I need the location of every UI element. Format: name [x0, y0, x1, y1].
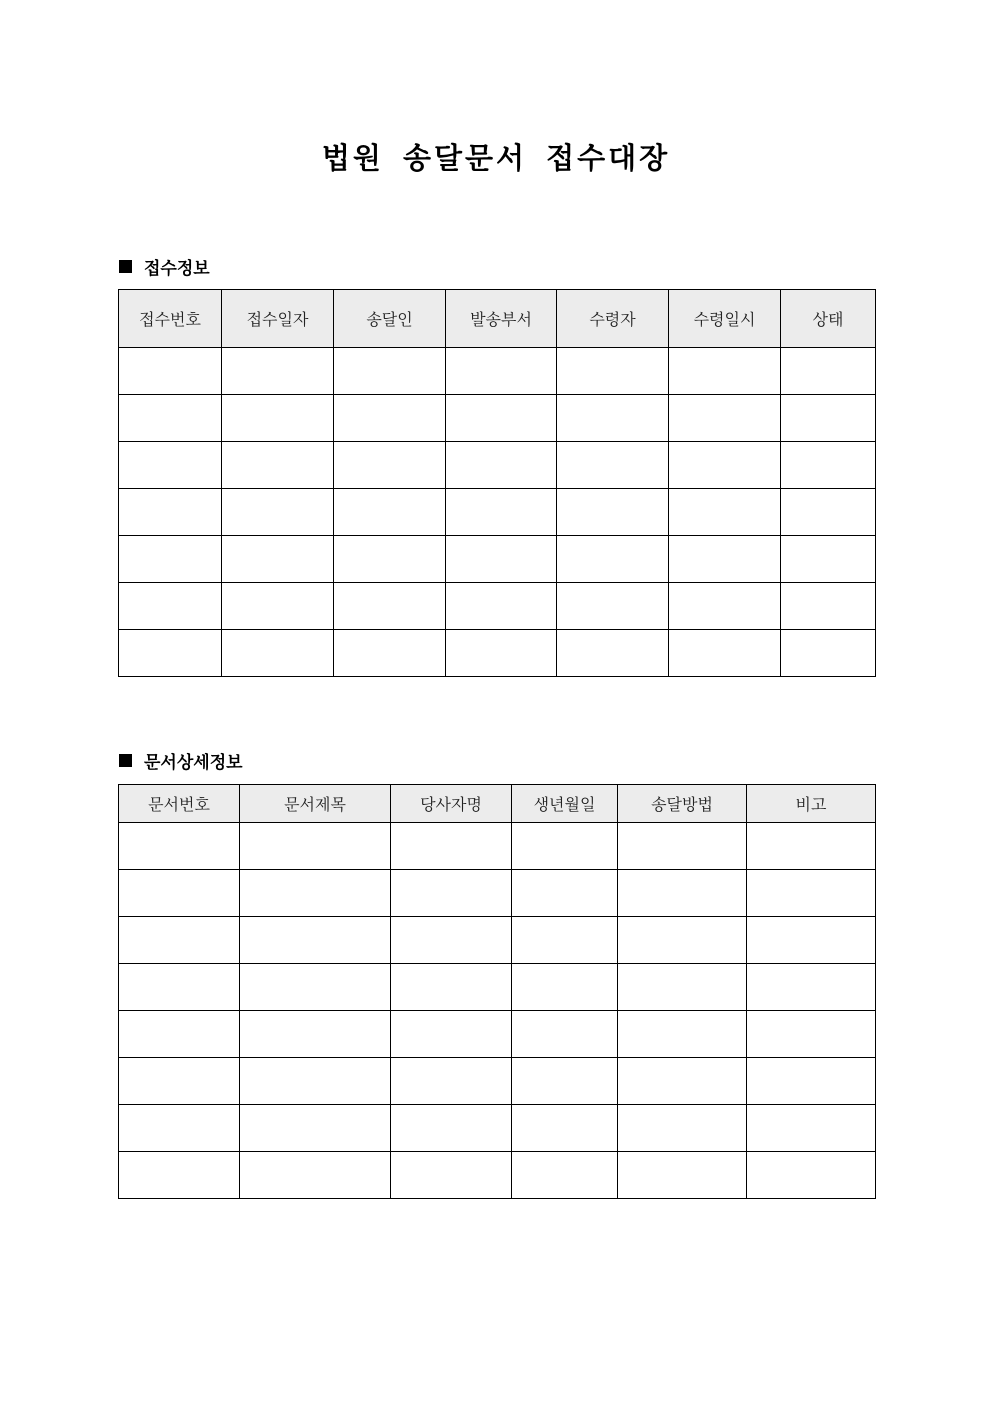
table-cell[interactable] — [240, 964, 391, 1011]
table-cell[interactable] — [557, 395, 669, 442]
table-cell[interactable] — [391, 823, 512, 870]
column-header: 접수번호 — [119, 290, 222, 348]
table-row — [119, 823, 876, 870]
table-cell[interactable] — [512, 964, 618, 1011]
table-cell[interactable] — [781, 583, 876, 630]
table-row — [119, 489, 876, 536]
section-heading-label: 접수정보 — [144, 259, 210, 279]
table-row — [119, 917, 876, 964]
table-cell[interactable] — [669, 395, 781, 442]
table-row — [119, 348, 876, 395]
table-cell[interactable] — [240, 823, 391, 870]
table-cell[interactable] — [119, 964, 240, 1011]
table-cell[interactable] — [240, 870, 391, 917]
table-cell[interactable] — [512, 1058, 618, 1105]
table-cell[interactable] — [119, 583, 222, 630]
table-cell[interactable] — [747, 964, 876, 1011]
table-cell[interactable] — [240, 917, 391, 964]
table-cell[interactable] — [391, 1058, 512, 1105]
table-cell[interactable] — [669, 630, 781, 677]
table-cell[interactable] — [446, 395, 557, 442]
document-details-table — [118, 784, 876, 1199]
table-cell[interactable] — [119, 536, 222, 583]
table-cell[interactable] — [512, 1105, 618, 1152]
table-cell[interactable] — [618, 1011, 747, 1058]
table-cell[interactable] — [391, 1011, 512, 1058]
table-cell[interactable] — [119, 1152, 240, 1199]
table-cell[interactable] — [119, 395, 222, 442]
column-header: 상태 — [781, 290, 876, 348]
table-cell[interactable] — [222, 536, 334, 583]
table-cell[interactable] — [222, 489, 334, 536]
table-cell[interactable] — [781, 442, 876, 489]
table-cell[interactable] — [119, 870, 240, 917]
table-cell[interactable] — [119, 348, 222, 395]
table-cell[interactable] — [512, 1152, 618, 1199]
table-cell[interactable] — [747, 870, 876, 917]
table-cell[interactable] — [747, 1011, 876, 1058]
table-row — [119, 395, 876, 442]
table-cell[interactable] — [781, 348, 876, 395]
table-row — [119, 1105, 876, 1152]
table-cell[interactable] — [240, 1152, 391, 1199]
table-row — [119, 583, 876, 630]
table-row — [119, 536, 876, 583]
table-header-row — [119, 785, 876, 823]
receipt-info-table — [118, 289, 876, 677]
column-header: 송달방법 — [618, 785, 747, 823]
table-row — [119, 964, 876, 1011]
table-cell[interactable] — [747, 917, 876, 964]
table-cell[interactable] — [618, 823, 747, 870]
column-header: 송달인 — [334, 290, 446, 348]
table-cell[interactable] — [119, 442, 222, 489]
table-cell[interactable] — [557, 583, 669, 630]
document-title: 법원 송달문서 접수대장 — [321, 141, 671, 175]
table-cell[interactable] — [512, 870, 618, 917]
table-cell[interactable] — [747, 1152, 876, 1199]
table-cell[interactable] — [512, 1011, 618, 1058]
table-cell[interactable] — [240, 1105, 391, 1152]
table-cell[interactable] — [781, 489, 876, 536]
table-cell[interactable] — [557, 348, 669, 395]
section-heading-document-details — [119, 748, 243, 773]
table-cell[interactable] — [781, 395, 876, 442]
table-cell[interactable] — [334, 630, 446, 677]
table-cell[interactable] — [781, 536, 876, 583]
table-cell[interactable] — [240, 1011, 391, 1058]
column-header: 발송부서 — [446, 290, 557, 348]
column-header: 접수일자 — [222, 290, 334, 348]
square-bullet-icon — [119, 754, 132, 767]
table-cell[interactable] — [446, 489, 557, 536]
column-header: 수령일시 — [669, 290, 781, 348]
table-cell[interactable] — [119, 823, 240, 870]
column-header: 당사자명 — [391, 785, 512, 823]
table-cell[interactable] — [618, 1152, 747, 1199]
table-cell[interactable] — [119, 1011, 240, 1058]
table-cell[interactable] — [119, 1058, 240, 1105]
table-cell[interactable] — [747, 1058, 876, 1105]
table-cell[interactable] — [391, 964, 512, 1011]
table-cell[interactable] — [391, 870, 512, 917]
table-row — [119, 870, 876, 917]
table-cell[interactable] — [618, 1058, 747, 1105]
table-cell[interactable] — [747, 823, 876, 870]
table-cell[interactable] — [446, 583, 557, 630]
table-row — [119, 442, 876, 489]
table-cell[interactable] — [781, 630, 876, 677]
table-cell[interactable] — [618, 964, 747, 1011]
table-cell[interactable] — [334, 395, 446, 442]
column-header: 생년월일 — [512, 785, 618, 823]
table-cell[interactable] — [222, 442, 334, 489]
column-header: 문서번호 — [119, 785, 240, 823]
table-row — [119, 1152, 876, 1199]
table-cell[interactable] — [119, 917, 240, 964]
table-cell[interactable] — [119, 489, 222, 536]
table-cell[interactable] — [669, 536, 781, 583]
table-cell[interactable] — [334, 583, 446, 630]
table-cell[interactable] — [747, 1105, 876, 1152]
table-row — [119, 630, 876, 677]
table-cell[interactable] — [119, 630, 222, 677]
square-bullet-icon — [119, 260, 132, 273]
table-cell[interactable] — [334, 442, 446, 489]
table-cell[interactable] — [512, 823, 618, 870]
section-heading-label: 문서상세정보 — [144, 753, 243, 773]
table-cell[interactable] — [391, 1105, 512, 1152]
table-cell[interactable] — [334, 348, 446, 395]
table-cell[interactable] — [391, 917, 512, 964]
table-cell[interactable] — [334, 489, 446, 536]
table-cell[interactable] — [669, 442, 781, 489]
table-cell[interactable] — [669, 489, 781, 536]
table-cell[interactable] — [557, 442, 669, 489]
table-cell[interactable] — [669, 583, 781, 630]
table-cell[interactable] — [222, 583, 334, 630]
table-cell[interactable] — [557, 489, 669, 536]
table-cell[interactable] — [669, 348, 781, 395]
table-cell[interactable] — [446, 536, 557, 583]
table-cell[interactable] — [557, 536, 669, 583]
table-cell[interactable] — [446, 348, 557, 395]
table-row — [119, 1058, 876, 1105]
table-cell[interactable] — [222, 630, 334, 677]
section-heading-receipt-info — [119, 254, 210, 279]
table-header-row — [119, 290, 876, 348]
table-cell[interactable] — [557, 630, 669, 677]
table-cell[interactable] — [446, 630, 557, 677]
table-cell[interactable] — [618, 1105, 747, 1152]
column-header: 문서제목 — [240, 785, 391, 823]
table-row — [119, 1011, 876, 1058]
table-cell[interactable] — [618, 870, 747, 917]
table-cell[interactable] — [119, 1105, 240, 1152]
table-cell[interactable] — [618, 917, 747, 964]
table-cell[interactable] — [512, 917, 618, 964]
table-cell[interactable] — [222, 395, 334, 442]
table-cell[interactable] — [222, 348, 334, 395]
column-header: 수령자 — [557, 290, 669, 348]
table-cell[interactable] — [240, 1058, 391, 1105]
table-cell[interactable] — [446, 442, 557, 489]
table-cell[interactable] — [334, 536, 446, 583]
table-cell[interactable] — [391, 1152, 512, 1199]
column-header: 비고 — [747, 785, 876, 823]
